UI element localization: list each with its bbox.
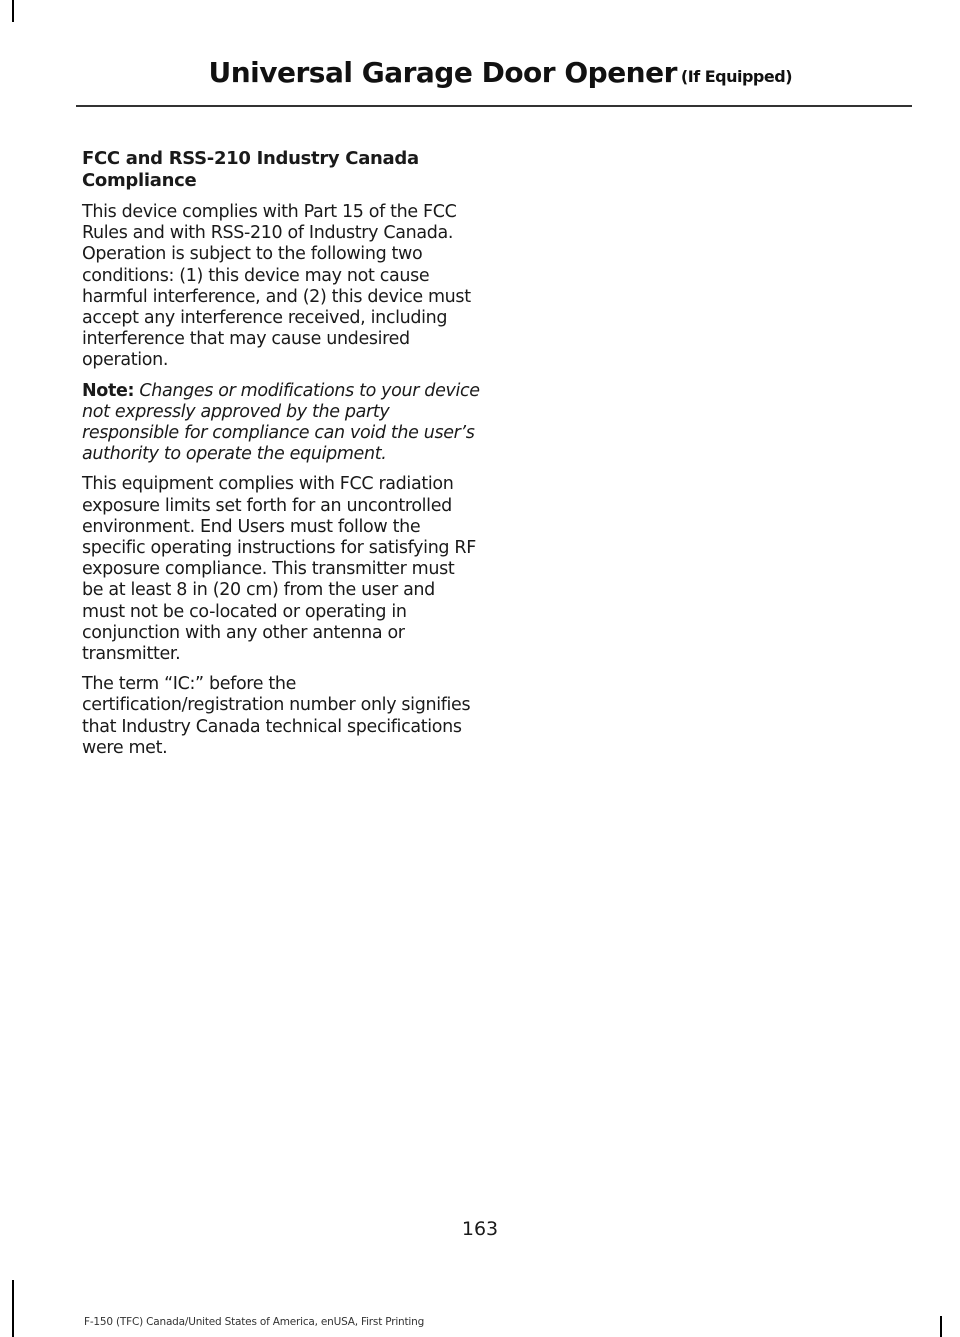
- chapter-title: Universal Garage Door Opener: [208, 56, 677, 89]
- note-paragraph: [82, 381, 480, 466]
- header-divider: [76, 105, 912, 107]
- crop-mark-bottom-left: [12, 1280, 14, 1337]
- edition-footer: F-150 (TFC) Canada/United States of America, enUSA, First Printing: [84, 1316, 425, 1328]
- chapter-title-suffix: (If Equipped): [680, 67, 792, 86]
- section-heading: FCC and RSS-210 Industry Canada Compliance: [82, 148, 419, 191]
- note-label: Note:: [82, 380, 135, 401]
- ic-term-paragraph: The term “IC:” before the certification/registration number only signifies that Industry Canada technical specifications were met.: [82, 674, 471, 758]
- content-column: [82, 148, 480, 768]
- crop-mark-top-left: [12, 0, 14, 22]
- compliance-paragraph: This device complies with Part 15 of the FCC Rules and with RSS-210 of Industry Canada. Operation is subject to the following two conditions: (1) this device may not cause harmful interference, and (2) this device must accept any interference received, including interference that may cause undesired operation.: [82, 202, 471, 371]
- page-header-title: [208, 56, 792, 89]
- note-text: Changes or modifications to your device not expressly approved by the party responsible for compliance can void the user’s authority to operate the equipment.: [82, 380, 480, 465]
- exposure-paragraph: This equipment complies with FCC radiation exposure limits set forth for an uncontrolled environment. End Users must follow the specific operating instructions for satisfying RF exposure compliance. This transmitter must be at least 8 in (20 cm) from the user and must not be co-located or operating in conjunction with any other antenna or transmitter.: [82, 474, 476, 665]
- page-number: 163: [461, 1218, 499, 1240]
- crop-mark-bottom-right: [940, 1316, 942, 1337]
